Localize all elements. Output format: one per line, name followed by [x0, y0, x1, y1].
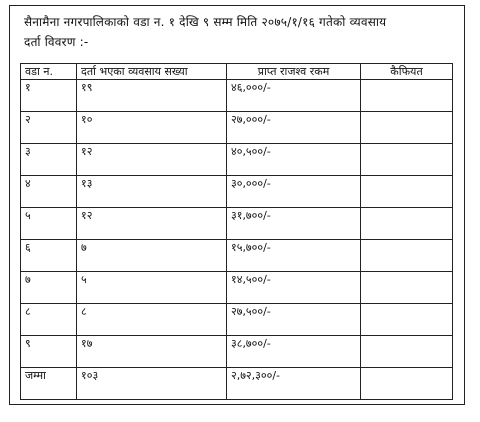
remarks-cell	[361, 304, 453, 336]
ward-number-cell: ८	[21, 304, 77, 336]
business-count-cell: १२	[77, 208, 227, 240]
business-count-cell: १७	[77, 336, 227, 368]
table-row	[21, 240, 453, 272]
business-count-cell: १९	[77, 80, 227, 112]
remarks-cell	[361, 368, 453, 400]
ward-number-cell: ९	[21, 336, 77, 368]
business-registration-table	[20, 63, 453, 400]
remarks-cell	[361, 176, 453, 208]
revenue-amount-cell: ४०,५००/-	[227, 144, 361, 176]
revenue-amount-cell: १५,७००/-	[227, 240, 361, 272]
header-remarks: कैफियत	[361, 64, 453, 80]
business-count-cell: ७	[77, 240, 227, 272]
header-ward-number: वडा न.	[21, 64, 77, 80]
revenue-amount-cell: २७,५००/-	[227, 304, 361, 336]
remarks-cell	[361, 272, 453, 304]
table-row	[21, 112, 453, 144]
header-business-count: दर्ता भएका व्यवसाय सख्या	[77, 64, 227, 80]
revenue-amount-cell: ३०,०००/-	[227, 176, 361, 208]
total-business-count-cell: १०३	[77, 368, 227, 400]
table-row	[21, 304, 453, 336]
header-revenue-amount: प्राप्त राजश्व रकम	[227, 64, 361, 80]
revenue-amount-cell: ३८,७००/-	[227, 336, 361, 368]
business-count-cell: १३	[77, 176, 227, 208]
total-revenue-amount-cell: २,७२,३००/-	[227, 368, 361, 400]
ward-number-cell: २	[21, 112, 77, 144]
remarks-cell	[361, 336, 453, 368]
heading-line-2: दर्ता विवरण :-	[24, 35, 89, 49]
business-count-cell: १०	[77, 112, 227, 144]
table-header-row	[21, 64, 453, 80]
remarks-cell	[361, 208, 453, 240]
business-count-cell: ५	[77, 272, 227, 304]
revenue-amount-cell: ४६,०००/-	[227, 80, 361, 112]
business-count-cell: ८	[77, 304, 227, 336]
remarks-cell	[361, 112, 453, 144]
table-total-row	[21, 368, 453, 400]
revenue-amount-cell: १४,५००/-	[227, 272, 361, 304]
table-row	[21, 144, 453, 176]
ward-number-cell: ४	[21, 176, 77, 208]
total-label-cell: जम्मा	[21, 368, 77, 400]
table-row	[21, 176, 453, 208]
document-heading	[24, 12, 454, 52]
ward-number-cell: १	[21, 80, 77, 112]
ward-number-cell: ३	[21, 144, 77, 176]
heading-line-1: सैनामैना नगरपालिकाको वडा न. १ देखि ९ सम्म मिति २०७५/१/१६ गतेको व्यवसाय	[24, 15, 387, 29]
table-row	[21, 336, 453, 368]
revenue-amount-cell: ३१,७००/-	[227, 208, 361, 240]
ward-number-cell: ७	[21, 272, 77, 304]
revenue-amount-cell: २७,०००/-	[227, 112, 361, 144]
ward-number-cell: ६	[21, 240, 77, 272]
business-count-cell: १२	[77, 144, 227, 176]
ward-number-cell: ५	[21, 208, 77, 240]
remarks-cell	[361, 144, 453, 176]
table-row	[21, 208, 453, 240]
table-row	[21, 80, 453, 112]
remarks-cell	[361, 240, 453, 272]
remarks-cell	[361, 80, 453, 112]
table-row	[21, 272, 453, 304]
